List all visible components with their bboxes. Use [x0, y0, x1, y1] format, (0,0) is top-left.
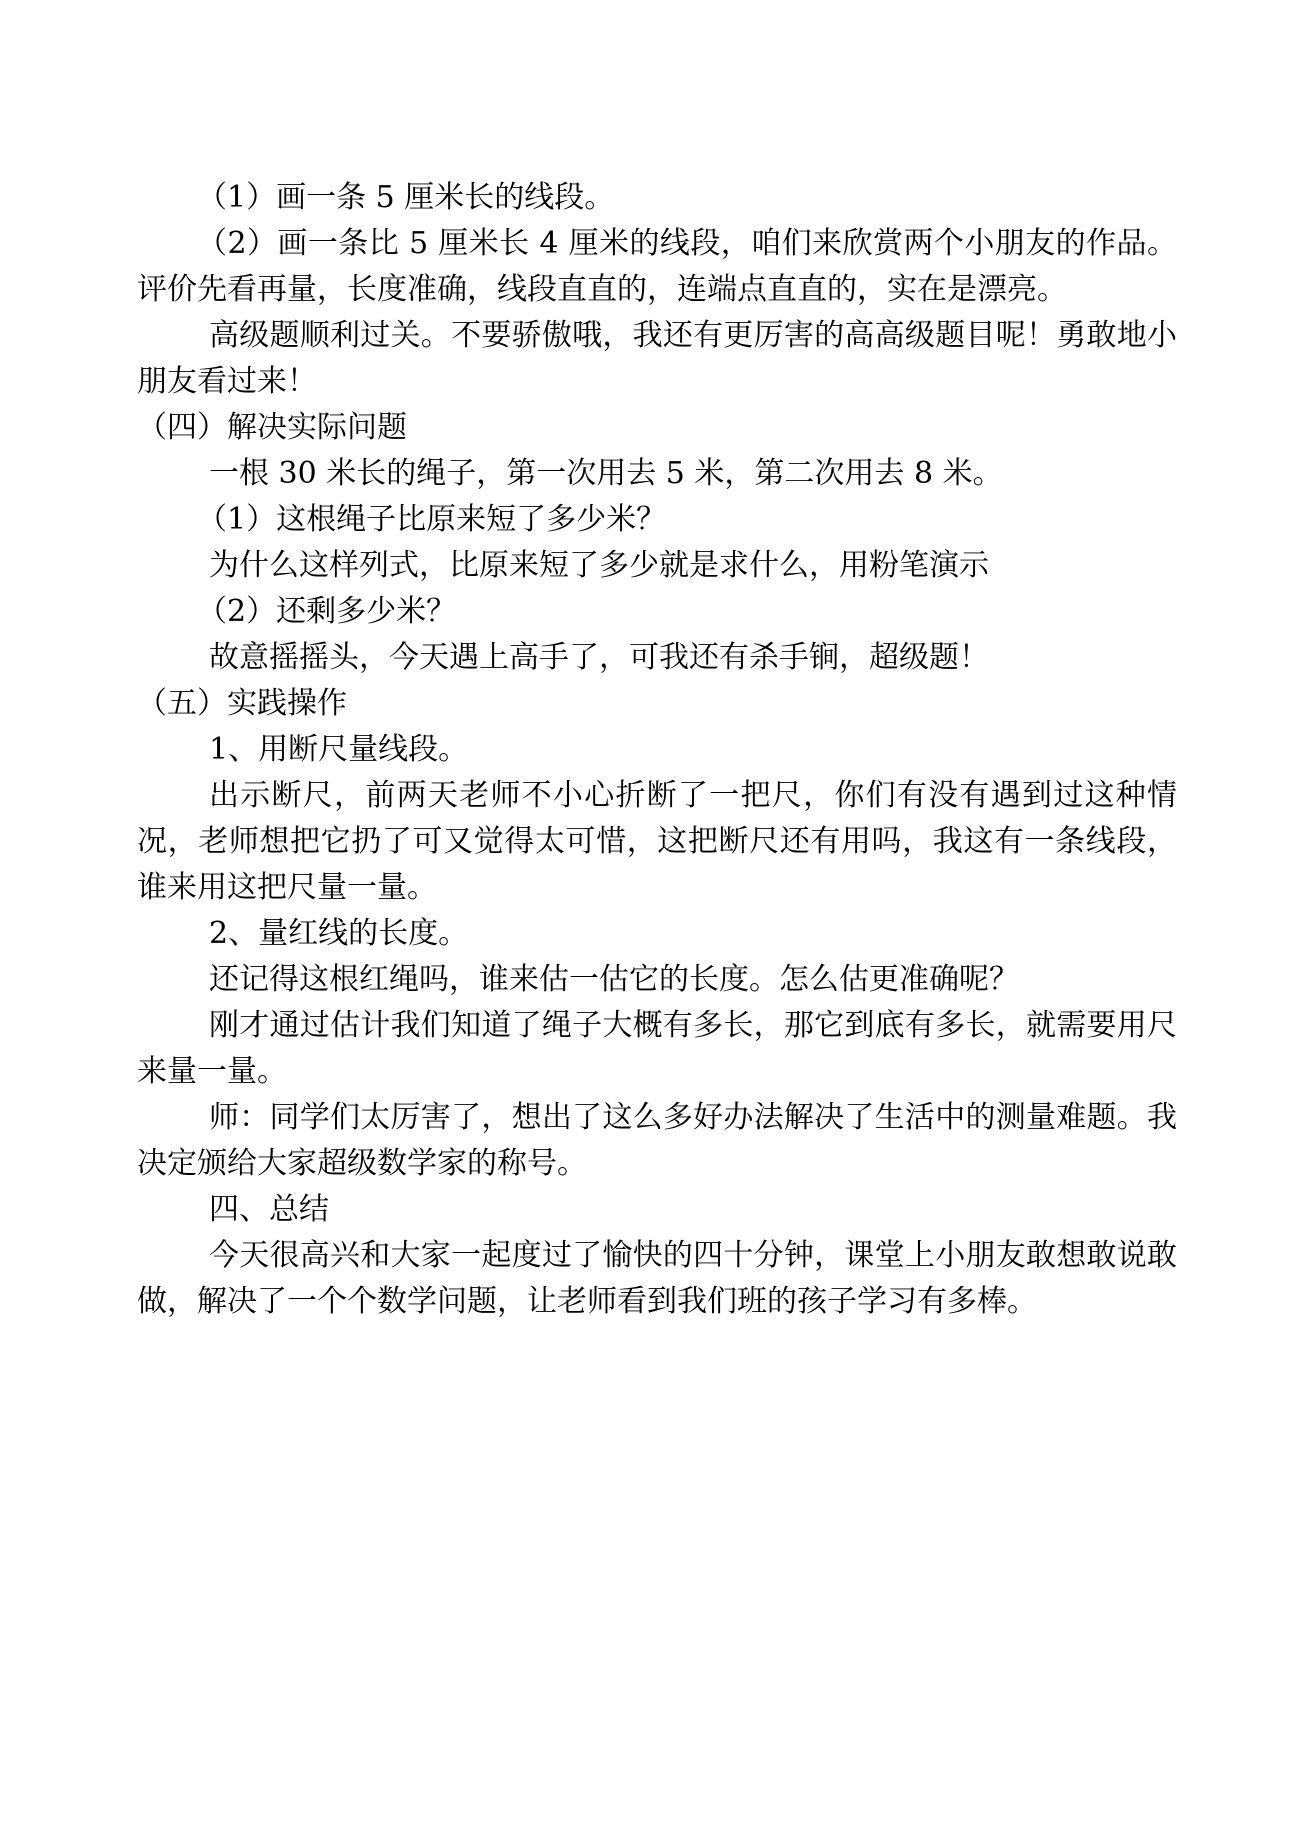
paragraph-estimate-rope: 还记得这根红绳吗，谁来估一估它的长度。怎么估更准确呢？ — [209, 962, 1019, 997]
section-heading-practice: （五）实践操作 — [137, 686, 347, 721]
paragraph-draw-5cm-line: （1）画一条 5 厘米长的线段。 — [197, 180, 615, 215]
paragraph-broken-ruler: 出示断尺，前两天老师不小心折断了一把尺，你们有没有遇到过这种情况，老师想把它扔了可又觉得太可惜，这把断尺还有用吗，我这有一条线段，谁来用这把尺量一量。 — [137, 778, 1177, 905]
paragraph-red-line-title: 2、量红线的长度。 — [209, 916, 469, 951]
paragraph-teacher-praise: 师：同学们太厉害了，想出了这么多好办法解决了生活中的测量难题。我决定颁给大家超级数学家的称号。 — [137, 1100, 1177, 1181]
paragraph-draw-9cm-line: （2）画一条比 5 厘米长 4 厘米的线段，咱们来欣赏两个小朋友的作品。评价先看再量，长度准确，线段直直的，连端点直直的，实在是漂亮。 — [137, 226, 1177, 307]
paragraph-broken-ruler-title: 1、用断尺量线段。 — [209, 732, 469, 767]
paragraph-question-shorter: （1）这根绳子比原来短了多少米？ — [197, 502, 667, 537]
paragraph-advanced-passed: 高级题顺利过关。不要骄傲哦，我还有更厉害的高高级题目呢！勇敢地小朋友看过来！ — [137, 318, 1177, 399]
paragraph-summary: 今天很高兴和大家一起度过了愉快的四十分钟，课堂上小朋友敢想敢说敢做，解决了一个个数学问题，让老师看到我们班的孩子学习有多棒。 — [137, 1238, 1177, 1319]
section-heading-solve-problems: （四）解决实际问题 — [137, 410, 407, 445]
paragraph-why-formula: 为什么这样列式，比原来短了多少就是求什么，用粉笔演示 — [209, 548, 989, 583]
paragraph-question-remaining: （2）还剩多少米？ — [197, 594, 457, 629]
paragraph-rope-problem: 一根 30 米长的绳子，第一次用去 5 米，第二次用去 8 米。 — [209, 456, 1003, 491]
paragraph-shake-head: 故意摇摇头，今天遇上高手了，可我还有杀手锏，超级题！ — [209, 640, 989, 675]
paragraph-measure-rope: 刚才通过估计我们知道了绳子大概有多长，那它到底有多长，就需要用尺来量一量。 — [137, 1008, 1177, 1089]
section-heading-summary: 四、总结 — [209, 1192, 329, 1227]
document-body — [137, 175, 1177, 1325]
